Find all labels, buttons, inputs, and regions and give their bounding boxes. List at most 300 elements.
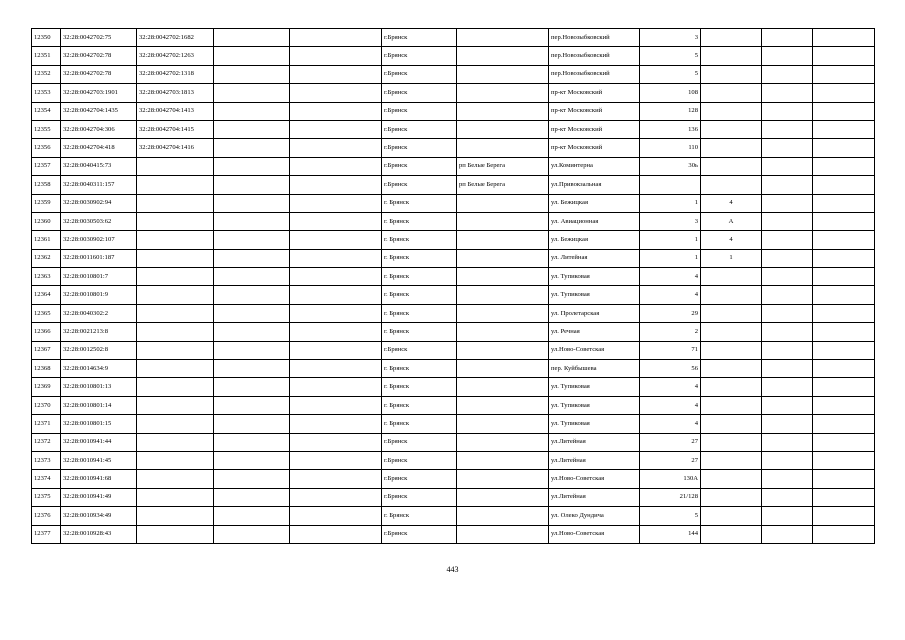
cell-empty: [762, 451, 813, 469]
cell-settlement: [457, 29, 549, 47]
cell-empty: [762, 157, 813, 175]
table-row: [32, 323, 875, 341]
cell-row-number: 12370: [32, 396, 61, 414]
registry-table: [31, 28, 875, 544]
cell-city: г.Брянск: [382, 29, 457, 47]
cell-empty: [813, 470, 875, 488]
cell-row-number: 12377: [32, 525, 61, 543]
table-row: [32, 396, 875, 414]
cell-empty: [214, 507, 290, 525]
cell-object-cadastral-number: [137, 525, 214, 543]
cell-settlement: [457, 470, 549, 488]
cell-city: г. Брянск: [382, 212, 457, 230]
cell-cadastral-number: 32:28:0010934:49: [61, 507, 137, 525]
cell-city: г.Брянск: [382, 451, 457, 469]
page-number: 443: [446, 565, 459, 574]
cell-cadastral-number: 32:28:0010801:7: [61, 268, 137, 286]
cell-empty: [214, 194, 290, 212]
cell-empty: [214, 212, 290, 230]
cell-empty: [762, 507, 813, 525]
cell-object-cadastral-number: [137, 415, 214, 433]
table-row: [32, 433, 875, 451]
cell-empty: [762, 268, 813, 286]
cell-empty: [214, 360, 290, 378]
cell-street: ул. Пролетарская: [549, 304, 640, 322]
cell-building: [701, 525, 762, 543]
cell-street: пер.Новозыбковский: [549, 29, 640, 47]
cell-empty: [813, 157, 875, 175]
cell-row-number: 12352: [32, 65, 61, 83]
cell-empty: [214, 488, 290, 506]
cell-object-cadastral-number: [137, 378, 214, 396]
cell-empty: [813, 176, 875, 194]
table-row: [32, 231, 875, 249]
cell-empty: [290, 415, 382, 433]
cell-empty: [290, 433, 382, 451]
cell-empty: [214, 415, 290, 433]
cell-empty: [214, 286, 290, 304]
cell-cadastral-number: 32:28:0042702:78: [61, 47, 137, 65]
table-row: [32, 84, 875, 102]
cell-object-cadastral-number: [137, 231, 214, 249]
cell-empty: [214, 341, 290, 359]
cell-building: [701, 65, 762, 83]
cell-house: 3: [640, 212, 701, 230]
cell-house: 21/128: [640, 488, 701, 506]
cell-empty: [762, 249, 813, 267]
cell-settlement: [457, 451, 549, 469]
cell-street: ул. Тупиковая: [549, 286, 640, 304]
table-row: [32, 47, 875, 65]
table-row: [32, 304, 875, 322]
cell-city: г. Брянск: [382, 323, 457, 341]
cell-street: ул. Тупиковая: [549, 415, 640, 433]
cell-city: г. Брянск: [382, 231, 457, 249]
table-row: [32, 286, 875, 304]
cell-building: [701, 360, 762, 378]
cell-settlement: [457, 120, 549, 138]
cell-street: пер.Новозыбковский: [549, 65, 640, 83]
cell-building: [701, 157, 762, 175]
cell-city: г. Брянск: [382, 304, 457, 322]
table-row: [32, 65, 875, 83]
cell-house: 29: [640, 304, 701, 322]
cell-city: г.Брянск: [382, 341, 457, 359]
cell-empty: [290, 249, 382, 267]
cell-city: г.Брянск: [382, 120, 457, 138]
cell-building: [701, 47, 762, 65]
cell-cadastral-number: 32:28:0010801:14: [61, 396, 137, 414]
cell-cadastral-number: 32:28:0030902:94: [61, 194, 137, 212]
cell-settlement: [457, 47, 549, 65]
cell-street: пер. Куйбышева: [549, 360, 640, 378]
table-row: [32, 268, 875, 286]
cell-cadastral-number: 32:28:0010941:49: [61, 488, 137, 506]
cell-city: г. Брянск: [382, 378, 457, 396]
cell-empty: [813, 47, 875, 65]
cell-empty: [290, 47, 382, 65]
cell-empty: [813, 139, 875, 157]
cell-house: 128: [640, 102, 701, 120]
table-row: [32, 507, 875, 525]
cell-settlement: [457, 360, 549, 378]
cell-street: пр-кт Московский: [549, 84, 640, 102]
cell-empty: [214, 231, 290, 249]
cell-object-cadastral-number: 32:28:0042702:1682: [137, 29, 214, 47]
cell-object-cadastral-number: 32:28:0042703:1813: [137, 84, 214, 102]
cell-cadastral-number: 32:28:0042704:1435: [61, 102, 137, 120]
cell-city: г. Брянск: [382, 249, 457, 267]
cell-cadastral-number: 32:28:0010801:13: [61, 378, 137, 396]
cell-street: ул.Ново-Советская: [549, 525, 640, 543]
cell-city: г.Брянск: [382, 525, 457, 543]
cell-empty: [290, 29, 382, 47]
cell-cadastral-number: 32:28:0042704:418: [61, 139, 137, 157]
cell-empty: [290, 360, 382, 378]
cell-building: [701, 341, 762, 359]
cell-row-number: 12369: [32, 378, 61, 396]
cell-street: ул.Литейная: [549, 488, 640, 506]
cell-empty: [290, 84, 382, 102]
cell-row-number: 12356: [32, 139, 61, 157]
cell-city: г.Брянск: [382, 157, 457, 175]
cell-settlement: [457, 249, 549, 267]
cell-cadastral-number: 32:28:0014634:9: [61, 360, 137, 378]
cell-empty: [290, 176, 382, 194]
cell-empty: [762, 488, 813, 506]
cell-object-cadastral-number: [137, 488, 214, 506]
cell-settlement: [457, 433, 549, 451]
cell-empty: [762, 525, 813, 543]
cell-object-cadastral-number: [137, 157, 214, 175]
cell-settlement: [457, 212, 549, 230]
cell-empty: [214, 120, 290, 138]
cell-empty: [214, 29, 290, 47]
cell-empty: [290, 120, 382, 138]
cell-empty: [290, 304, 382, 322]
cell-cadastral-number: 32:28:0040415:73: [61, 157, 137, 175]
cell-settlement: [457, 194, 549, 212]
cell-empty: [290, 194, 382, 212]
cell-empty: [762, 415, 813, 433]
cell-object-cadastral-number: [137, 304, 214, 322]
cell-empty: [290, 139, 382, 157]
cell-house: 108: [640, 84, 701, 102]
cell-row-number: 12372: [32, 433, 61, 451]
cell-house: 5: [640, 65, 701, 83]
cell-empty: [813, 249, 875, 267]
cell-city: г.Брянск: [382, 176, 457, 194]
cell-empty: [762, 120, 813, 138]
cell-house: 71: [640, 341, 701, 359]
cell-street: ул. Олеко Дундича: [549, 507, 640, 525]
cell-empty: [290, 286, 382, 304]
cell-object-cadastral-number: [137, 433, 214, 451]
cell-street: ул. Тупиковая: [549, 268, 640, 286]
cell-object-cadastral-number: [137, 323, 214, 341]
cell-city: г. Брянск: [382, 507, 457, 525]
cell-empty: [290, 65, 382, 83]
cell-house: [640, 176, 701, 194]
cell-settlement: [457, 396, 549, 414]
cell-object-cadastral-number: [137, 212, 214, 230]
cell-row-number: 12366: [32, 323, 61, 341]
cell-city: г.Брянск: [382, 65, 457, 83]
cell-building: [701, 304, 762, 322]
cell-empty: [762, 139, 813, 157]
cell-settlement: [457, 488, 549, 506]
cell-row-number: 12375: [32, 488, 61, 506]
cell-building: [701, 433, 762, 451]
cell-building: [701, 102, 762, 120]
cell-street: ул.Ново-Советская: [549, 470, 640, 488]
cell-cadastral-number: 32:28:0030902:107: [61, 231, 137, 249]
cell-house: 144: [640, 525, 701, 543]
cell-house: 4: [640, 268, 701, 286]
cell-settlement: [457, 525, 549, 543]
cell-settlement: [457, 268, 549, 286]
cell-empty: [762, 194, 813, 212]
cell-empty: [290, 341, 382, 359]
cell-row-number: 12371: [32, 415, 61, 433]
cell-empty: [762, 231, 813, 249]
cell-settlement: [457, 378, 549, 396]
cell-object-cadastral-number: 32:28:0042704:1413: [137, 102, 214, 120]
cell-empty: [813, 231, 875, 249]
cell-object-cadastral-number: 32:28:0042702:1318: [137, 65, 214, 83]
cell-building: [701, 323, 762, 341]
cell-row-number: 12376: [32, 507, 61, 525]
cell-empty: [290, 525, 382, 543]
cell-empty: [813, 488, 875, 506]
cell-object-cadastral-number: [137, 360, 214, 378]
cell-city: г.Брянск: [382, 102, 457, 120]
cell-street: ул. Тупиковая: [549, 378, 640, 396]
cell-empty: [762, 433, 813, 451]
cell-empty: [813, 84, 875, 102]
cell-house: 5: [640, 507, 701, 525]
cell-row-number: 12364: [32, 286, 61, 304]
cell-empty: [813, 212, 875, 230]
cell-empty: [290, 470, 382, 488]
cell-building: 1: [701, 249, 762, 267]
cell-empty: [290, 396, 382, 414]
cell-cadastral-number: 32:28:0010941:68: [61, 470, 137, 488]
cell-city: г.Брянск: [382, 488, 457, 506]
cell-empty: [214, 451, 290, 469]
cell-empty: [813, 451, 875, 469]
cell-row-number: 12368: [32, 360, 61, 378]
cell-empty: [762, 323, 813, 341]
cell-empty: [762, 341, 813, 359]
cell-empty: [762, 65, 813, 83]
cell-settlement: рп Белые Берега: [457, 176, 549, 194]
cell-empty: [813, 120, 875, 138]
cell-house: 1: [640, 194, 701, 212]
cell-object-cadastral-number: [137, 470, 214, 488]
cell-empty: [290, 507, 382, 525]
cell-empty: [290, 323, 382, 341]
cell-empty: [214, 139, 290, 157]
cell-empty: [214, 65, 290, 83]
cell-object-cadastral-number: [137, 451, 214, 469]
cell-row-number: 12363: [32, 268, 61, 286]
cell-city: г.Брянск: [382, 47, 457, 65]
cell-street: ул. Литейная: [549, 249, 640, 267]
cell-row-number: 12360: [32, 212, 61, 230]
table-row: [32, 249, 875, 267]
cell-empty: [214, 396, 290, 414]
cell-object-cadastral-number: [137, 507, 214, 525]
cell-object-cadastral-number: [137, 194, 214, 212]
cell-empty: [290, 231, 382, 249]
cell-house: 4: [640, 396, 701, 414]
cell-empty: [813, 102, 875, 120]
cell-city: г. Брянск: [382, 396, 457, 414]
cell-empty: [214, 525, 290, 543]
cell-city: г. Брянск: [382, 268, 457, 286]
cell-settlement: [457, 304, 549, 322]
cell-settlement: [457, 415, 549, 433]
cell-house: 110: [640, 139, 701, 157]
cell-empty: [762, 29, 813, 47]
cell-building: [701, 415, 762, 433]
cell-street: ул. Бежицкая: [549, 194, 640, 212]
cell-street: пер.Новозыбковский: [549, 47, 640, 65]
table-row: [32, 176, 875, 194]
cell-street: ул. Авиационная: [549, 212, 640, 230]
cell-empty: [214, 47, 290, 65]
table-row: [32, 488, 875, 506]
cell-cadastral-number: 32:28:0042702:78: [61, 65, 137, 83]
cell-row-number: 12367: [32, 341, 61, 359]
table-row: [32, 212, 875, 230]
cell-empty: [290, 451, 382, 469]
cell-object-cadastral-number: [137, 176, 214, 194]
cell-empty: [762, 470, 813, 488]
cell-settlement: [457, 507, 549, 525]
cell-street: ул. Речная: [549, 323, 640, 341]
table-row: [32, 415, 875, 433]
table-row: [32, 157, 875, 175]
cell-street: ул.Ново-Советская: [549, 341, 640, 359]
cell-empty: [214, 323, 290, 341]
cell-city: г. Брянск: [382, 360, 457, 378]
cell-empty: [813, 268, 875, 286]
cell-cadastral-number: 32:28:0010801:15: [61, 415, 137, 433]
cell-empty: [762, 286, 813, 304]
cell-building: [701, 507, 762, 525]
cell-empty: [290, 268, 382, 286]
cell-empty: [214, 304, 290, 322]
cell-building: 4: [701, 194, 762, 212]
cell-empty: [214, 433, 290, 451]
table-row: [32, 120, 875, 138]
cell-building: [701, 451, 762, 469]
cell-street: ул. Тупиковая: [549, 396, 640, 414]
cell-empty: [813, 341, 875, 359]
cell-house: 2: [640, 323, 701, 341]
cell-house: 4: [640, 286, 701, 304]
cell-house: 56: [640, 360, 701, 378]
cell-empty: [813, 65, 875, 83]
cell-empty: [813, 304, 875, 322]
cell-object-cadastral-number: 32:28:0042704:1415: [137, 120, 214, 138]
cell-building: [701, 286, 762, 304]
cell-empty: [762, 102, 813, 120]
cell-house: 3: [640, 29, 701, 47]
cell-cadastral-number: 32:28:0010941:44: [61, 433, 137, 451]
cell-empty: [214, 268, 290, 286]
cell-street: пр-кт Московский: [549, 120, 640, 138]
cell-cadastral-number: 32:28:0021213:8: [61, 323, 137, 341]
cell-street: ул.Литейная: [549, 451, 640, 469]
cell-empty: [813, 433, 875, 451]
cell-house: 30ь: [640, 157, 701, 175]
cell-city: г.Брянск: [382, 139, 457, 157]
cell-cadastral-number: 32:28:0012502:8: [61, 341, 137, 359]
cell-empty: [214, 249, 290, 267]
cell-cadastral-number: 32:28:0042703:1901: [61, 84, 137, 102]
cell-empty: [813, 286, 875, 304]
cell-street: пр-кт Московский: [549, 102, 640, 120]
cell-cadastral-number: 32:28:0042704:306: [61, 120, 137, 138]
cell-object-cadastral-number: 32:28:0042704:1416: [137, 139, 214, 157]
cell-cadastral-number: 32:28:0040311:157: [61, 176, 137, 194]
cell-street: пр-кт Московский: [549, 139, 640, 157]
cell-empty: [214, 470, 290, 488]
cell-empty: [290, 488, 382, 506]
cell-object-cadastral-number: 32:28:0042702:1263: [137, 47, 214, 65]
table-row: [32, 470, 875, 488]
cell-street: ул.Коминтерна: [549, 157, 640, 175]
cell-cadastral-number: 32:28:0040302:2: [61, 304, 137, 322]
cell-empty: [214, 102, 290, 120]
cell-street: ул.Привокзальная: [549, 176, 640, 194]
cell-building: [701, 378, 762, 396]
cell-empty: [762, 378, 813, 396]
cell-city: г. Брянск: [382, 286, 457, 304]
cell-building: [701, 29, 762, 47]
table-row: [32, 378, 875, 396]
cell-house: 5: [640, 47, 701, 65]
cell-building: [701, 396, 762, 414]
cell-settlement: рп Белые Берега: [457, 157, 549, 175]
cell-cadastral-number: 32:28:0010941:45: [61, 451, 137, 469]
cell-building: [701, 139, 762, 157]
cell-cadastral-number: 32:28:0042702:75: [61, 29, 137, 47]
table-row: [32, 451, 875, 469]
cell-settlement: [457, 286, 549, 304]
table-row: [32, 102, 875, 120]
cell-empty: [290, 157, 382, 175]
cell-house: 1: [640, 249, 701, 267]
cell-street: ул. Бежицкая: [549, 231, 640, 249]
cell-row-number: 12373: [32, 451, 61, 469]
cell-empty: [762, 304, 813, 322]
table-row: [32, 29, 875, 47]
cell-object-cadastral-number: [137, 268, 214, 286]
cell-house: 1: [640, 231, 701, 249]
cell-building: [701, 176, 762, 194]
cell-row-number: 12354: [32, 102, 61, 120]
cell-settlement: [457, 102, 549, 120]
cell-empty: [290, 378, 382, 396]
cell-city: г. Брянск: [382, 194, 457, 212]
cell-row-number: 12359: [32, 194, 61, 212]
cell-cadastral-number: 32:28:0011601:187: [61, 249, 137, 267]
cell-building: [701, 488, 762, 506]
